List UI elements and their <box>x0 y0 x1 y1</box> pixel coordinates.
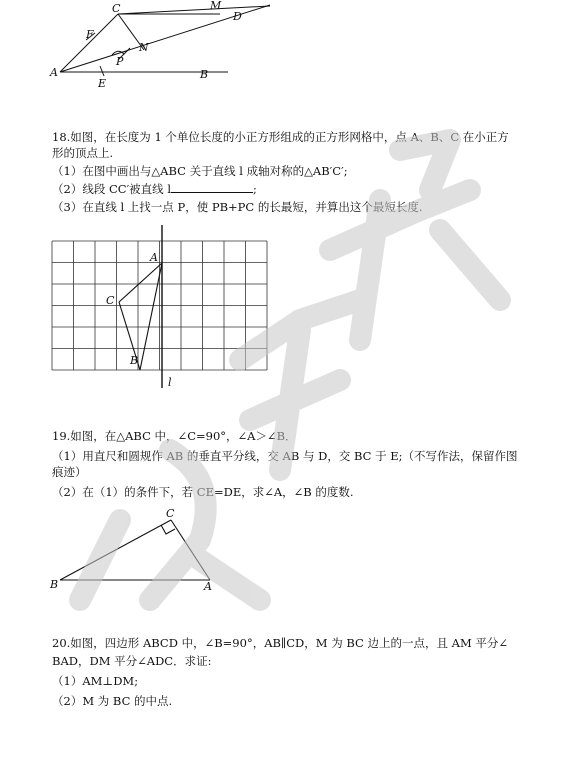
q19-item-2: （2）在（1）的条件下，若 CE=DE，求∠A，∠B 的度数. <box>52 485 354 499</box>
label-b-grid: B <box>130 354 139 367</box>
q18-item-2-text: （2）线段 CC′被直线 l <box>52 182 172 196</box>
label-p-top: P <box>116 55 124 68</box>
q20-line-2: BAD，DM 平分∠ADC．求证: <box>52 654 212 668</box>
label-n-top: N <box>139 41 149 54</box>
label-l-grid: l <box>168 376 172 389</box>
label-b-top: B <box>200 68 209 81</box>
q20-item-2: （2）M 为 BC 的中点. <box>52 694 173 708</box>
label-b-19: B <box>50 578 59 591</box>
segment-ca-19 <box>171 520 210 580</box>
q20-item-1: （1）AM⊥DM; <box>52 674 139 688</box>
q18-line-1: 18.如图，在长度为 1 个单位长度的小正方形组成的正方形网格中，点 A、B、C 在小正方 <box>52 130 509 144</box>
label-c-19: C <box>166 507 175 520</box>
q19-line-1: 19.如图，在△ABC 中，∠C=90°，∠A＞∠B． <box>52 429 297 443</box>
label-m-top: M <box>210 0 222 12</box>
q18-item-1: （1）在图中画出与△ABC 关于直线 l 成轴对称的△AB′C′; <box>52 164 348 178</box>
label-f-top: F <box>86 28 94 41</box>
label-a-grid: A <box>150 251 158 264</box>
q19-item-1b: 痕迹） <box>52 465 87 479</box>
q20-line-1: 20.如图，四边形 ABCD 中，∠B=90°，AB∥CD，M 为 BC 边上的一点，且 AM 平分∠ <box>52 636 509 650</box>
q18-item-3: （3）在直线 l 上找一点 P，使 PB+PC 的长最短，并算出这个最短长度. <box>52 200 423 214</box>
q18-line-2: 形的顶点上. <box>52 146 114 160</box>
label-c-grid: C <box>106 294 115 307</box>
right-angle-mark <box>161 525 175 534</box>
q19-item-1a: （1）用直尺和圆规作 AB 的垂直平分线，交 AB 与 D，交 BC 于 E;（不写作法，保留作图 <box>52 449 518 463</box>
label-a-top: A <box>50 66 58 79</box>
label-a-19: A <box>204 580 212 593</box>
label-c-top: C <box>112 2 121 15</box>
segment-bc-19 <box>60 520 171 580</box>
label-d-top: D <box>233 10 242 23</box>
label-e-top: E <box>98 77 107 90</box>
question-20 <box>52 632 552 712</box>
q18-item-2-end: ; <box>253 182 257 196</box>
